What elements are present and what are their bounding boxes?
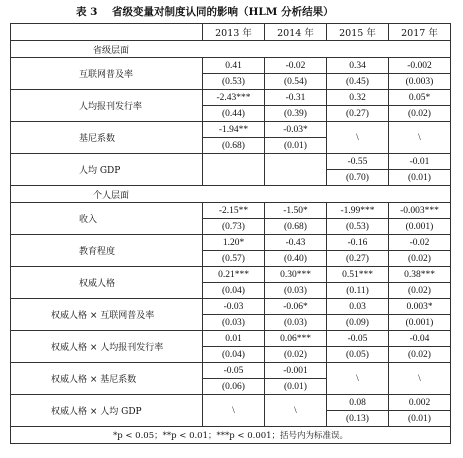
coefficient-cell: -0.05 xyxy=(203,363,265,379)
coefficient-cell: \ xyxy=(265,395,327,427)
standard-error-cell: (0.44) xyxy=(203,106,265,122)
coefficient-cell: -0.003*** xyxy=(389,203,451,219)
standard-error-cell: (0.02) xyxy=(265,347,327,363)
coefficient-cell: -0.002 xyxy=(389,58,451,74)
standard-error-cell: (0.04) xyxy=(203,283,265,299)
coefficient-cell: 0.38*** xyxy=(389,267,451,283)
table-row xyxy=(11,299,451,315)
coefficient-cell: 0.003* xyxy=(389,299,451,315)
standard-error-cell: (0.05) xyxy=(327,347,389,363)
standard-error-cell: (0.39) xyxy=(265,106,327,122)
section-row xyxy=(11,41,451,58)
coefficient-cell: -0.43 xyxy=(265,235,327,251)
standard-error-cell: (0.04) xyxy=(203,347,265,363)
standard-error-cell: (0.54) xyxy=(265,74,327,90)
standard-error-cell: (0.40) xyxy=(265,251,327,267)
standard-error-cell: (0.45) xyxy=(327,74,389,90)
row-label: 人均 GDP xyxy=(11,154,203,186)
coefficient-cell: -0.55 xyxy=(327,154,389,170)
coefficient-cell: 0.08 xyxy=(327,395,389,411)
coefficient-cell: -1.94** xyxy=(203,122,265,138)
coefficient-cell: -0.001 xyxy=(265,363,327,379)
table-row xyxy=(11,58,451,74)
year-header: 2013 年 xyxy=(203,24,265,41)
header-blank xyxy=(11,24,203,41)
table-row xyxy=(11,203,451,219)
coefficient-cell: -0.04 xyxy=(389,331,451,347)
standard-error-cell: (0.57) xyxy=(203,251,265,267)
coefficient-cell: -0.16 xyxy=(327,235,389,251)
standard-error-cell: (0.53) xyxy=(203,74,265,90)
coefficient-cell: 0.03 xyxy=(327,299,389,315)
table-row xyxy=(11,331,451,347)
standard-error-cell: (0.06) xyxy=(203,379,265,395)
coefficient-cell: 0.34 xyxy=(327,58,389,74)
table-caption xyxy=(0,4,463,20)
standard-error-cell: (0.001) xyxy=(389,315,451,331)
table-row xyxy=(11,267,451,283)
coefficient-cell: 0.32 xyxy=(327,90,389,106)
table-title: 省级变量对制度认同的影响（HLM 分析结果） xyxy=(112,6,334,18)
table-row xyxy=(11,363,451,379)
standard-error-cell: (0.02) xyxy=(389,106,451,122)
coefficient-cell: -0.05 xyxy=(327,331,389,347)
standard-error-cell: (0.02) xyxy=(389,347,451,363)
coefficient-cell: 0.002 xyxy=(389,395,451,411)
coefficient-cell: 0.21*** xyxy=(203,267,265,283)
section-label: 省级层面 xyxy=(11,41,451,58)
table-row xyxy=(11,122,451,138)
footnote-row xyxy=(11,427,451,444)
standard-error-cell: (0.01) xyxy=(389,411,451,427)
coefficient-cell xyxy=(203,154,265,186)
footnote: *p < 0.05；**p < 0.01；***p < 0.001；括号内为标准误。 xyxy=(11,427,451,444)
coefficient-cell: 0.06*** xyxy=(265,331,327,347)
row-label: 教育程度 xyxy=(11,235,203,267)
standard-error-cell: (0.27) xyxy=(327,251,389,267)
table-row xyxy=(11,235,451,251)
table-row xyxy=(11,154,451,170)
coefficient-cell: 0.05* xyxy=(389,90,451,106)
table-row xyxy=(11,395,451,411)
coefficient-cell xyxy=(265,154,327,186)
coefficient-cell: -0.03 xyxy=(203,299,265,315)
coefficient-cell: \ xyxy=(203,395,265,427)
coefficient-cell: 0.41 xyxy=(203,58,265,74)
coefficient-cell: -2.15** xyxy=(203,203,265,219)
coefficient-cell: -1.99*** xyxy=(327,203,389,219)
standard-error-cell: (0.68) xyxy=(265,219,327,235)
standard-error-cell: (0.13) xyxy=(327,411,389,427)
section-label: 个人层面 xyxy=(11,186,451,203)
standard-error-cell: (0.70) xyxy=(327,170,389,186)
standard-error-cell: (0.01) xyxy=(265,379,327,395)
standard-error-cell: (0.27) xyxy=(327,106,389,122)
results-table xyxy=(10,23,451,444)
coefficient-cell: 0.51*** xyxy=(327,267,389,283)
standard-error-cell: (0.73) xyxy=(203,219,265,235)
coefficient-cell: \ xyxy=(327,363,389,395)
table-row xyxy=(11,90,451,106)
coefficient-cell: -1.50* xyxy=(265,203,327,219)
row-label: 基尼系数 xyxy=(11,122,203,154)
standard-error-cell: (0.02) xyxy=(389,251,451,267)
row-label: 人均报刊发行率 xyxy=(11,90,203,122)
row-label: 互联网普及率 xyxy=(11,58,203,90)
coefficient-cell: \ xyxy=(327,122,389,154)
row-label: 收入 xyxy=(11,203,203,235)
row-label: 权威人格 × 基尼系数 xyxy=(11,363,203,395)
standard-error-cell: (0.01) xyxy=(265,138,327,154)
standard-error-cell: (0.03) xyxy=(203,315,265,331)
table-body xyxy=(11,24,451,444)
standard-error-cell: (0.03) xyxy=(265,315,327,331)
coefficient-cell: \ xyxy=(389,122,451,154)
row-label: 权威人格 × 互联网普及率 xyxy=(11,299,203,331)
row-label: 权威人格 xyxy=(11,267,203,299)
standard-error-cell: (0.03) xyxy=(265,283,327,299)
coefficient-cell: 0.01 xyxy=(203,331,265,347)
year-header: 2017 年 xyxy=(389,24,451,41)
table-number: 表 3 xyxy=(76,6,98,18)
year-header: 2015 年 xyxy=(327,24,389,41)
coefficient-cell: -0.31 xyxy=(265,90,327,106)
coefficient-cell: -0.01 xyxy=(389,154,451,170)
row-label: 权威人格 × 人均 GDP xyxy=(11,395,203,427)
coefficient-cell: \ xyxy=(389,363,451,395)
coefficient-cell: -0.02 xyxy=(265,58,327,74)
coefficient-cell: -0.03* xyxy=(265,122,327,138)
coefficient-cell: 0.30*** xyxy=(265,267,327,283)
standard-error-cell: (0.11) xyxy=(327,283,389,299)
standard-error-cell: (0.09) xyxy=(327,315,389,331)
standard-error-cell: (0.53) xyxy=(327,219,389,235)
section-row xyxy=(11,186,451,203)
coefficient-cell: -2.43*** xyxy=(203,90,265,106)
standard-error-cell: (0.003) xyxy=(389,74,451,90)
coefficient-cell: 1.20* xyxy=(203,235,265,251)
header-row xyxy=(11,24,451,41)
coefficient-cell: -0.06* xyxy=(265,299,327,315)
standard-error-cell: (0.68) xyxy=(203,138,265,154)
row-label: 权威人格 × 人均报刊发行率 xyxy=(11,331,203,363)
standard-error-cell: (0.02) xyxy=(389,283,451,299)
standard-error-cell: (0.001) xyxy=(389,219,451,235)
standard-error-cell: (0.01) xyxy=(389,170,451,186)
year-header: 2014 年 xyxy=(265,24,327,41)
coefficient-cell: -0.02 xyxy=(389,235,451,251)
